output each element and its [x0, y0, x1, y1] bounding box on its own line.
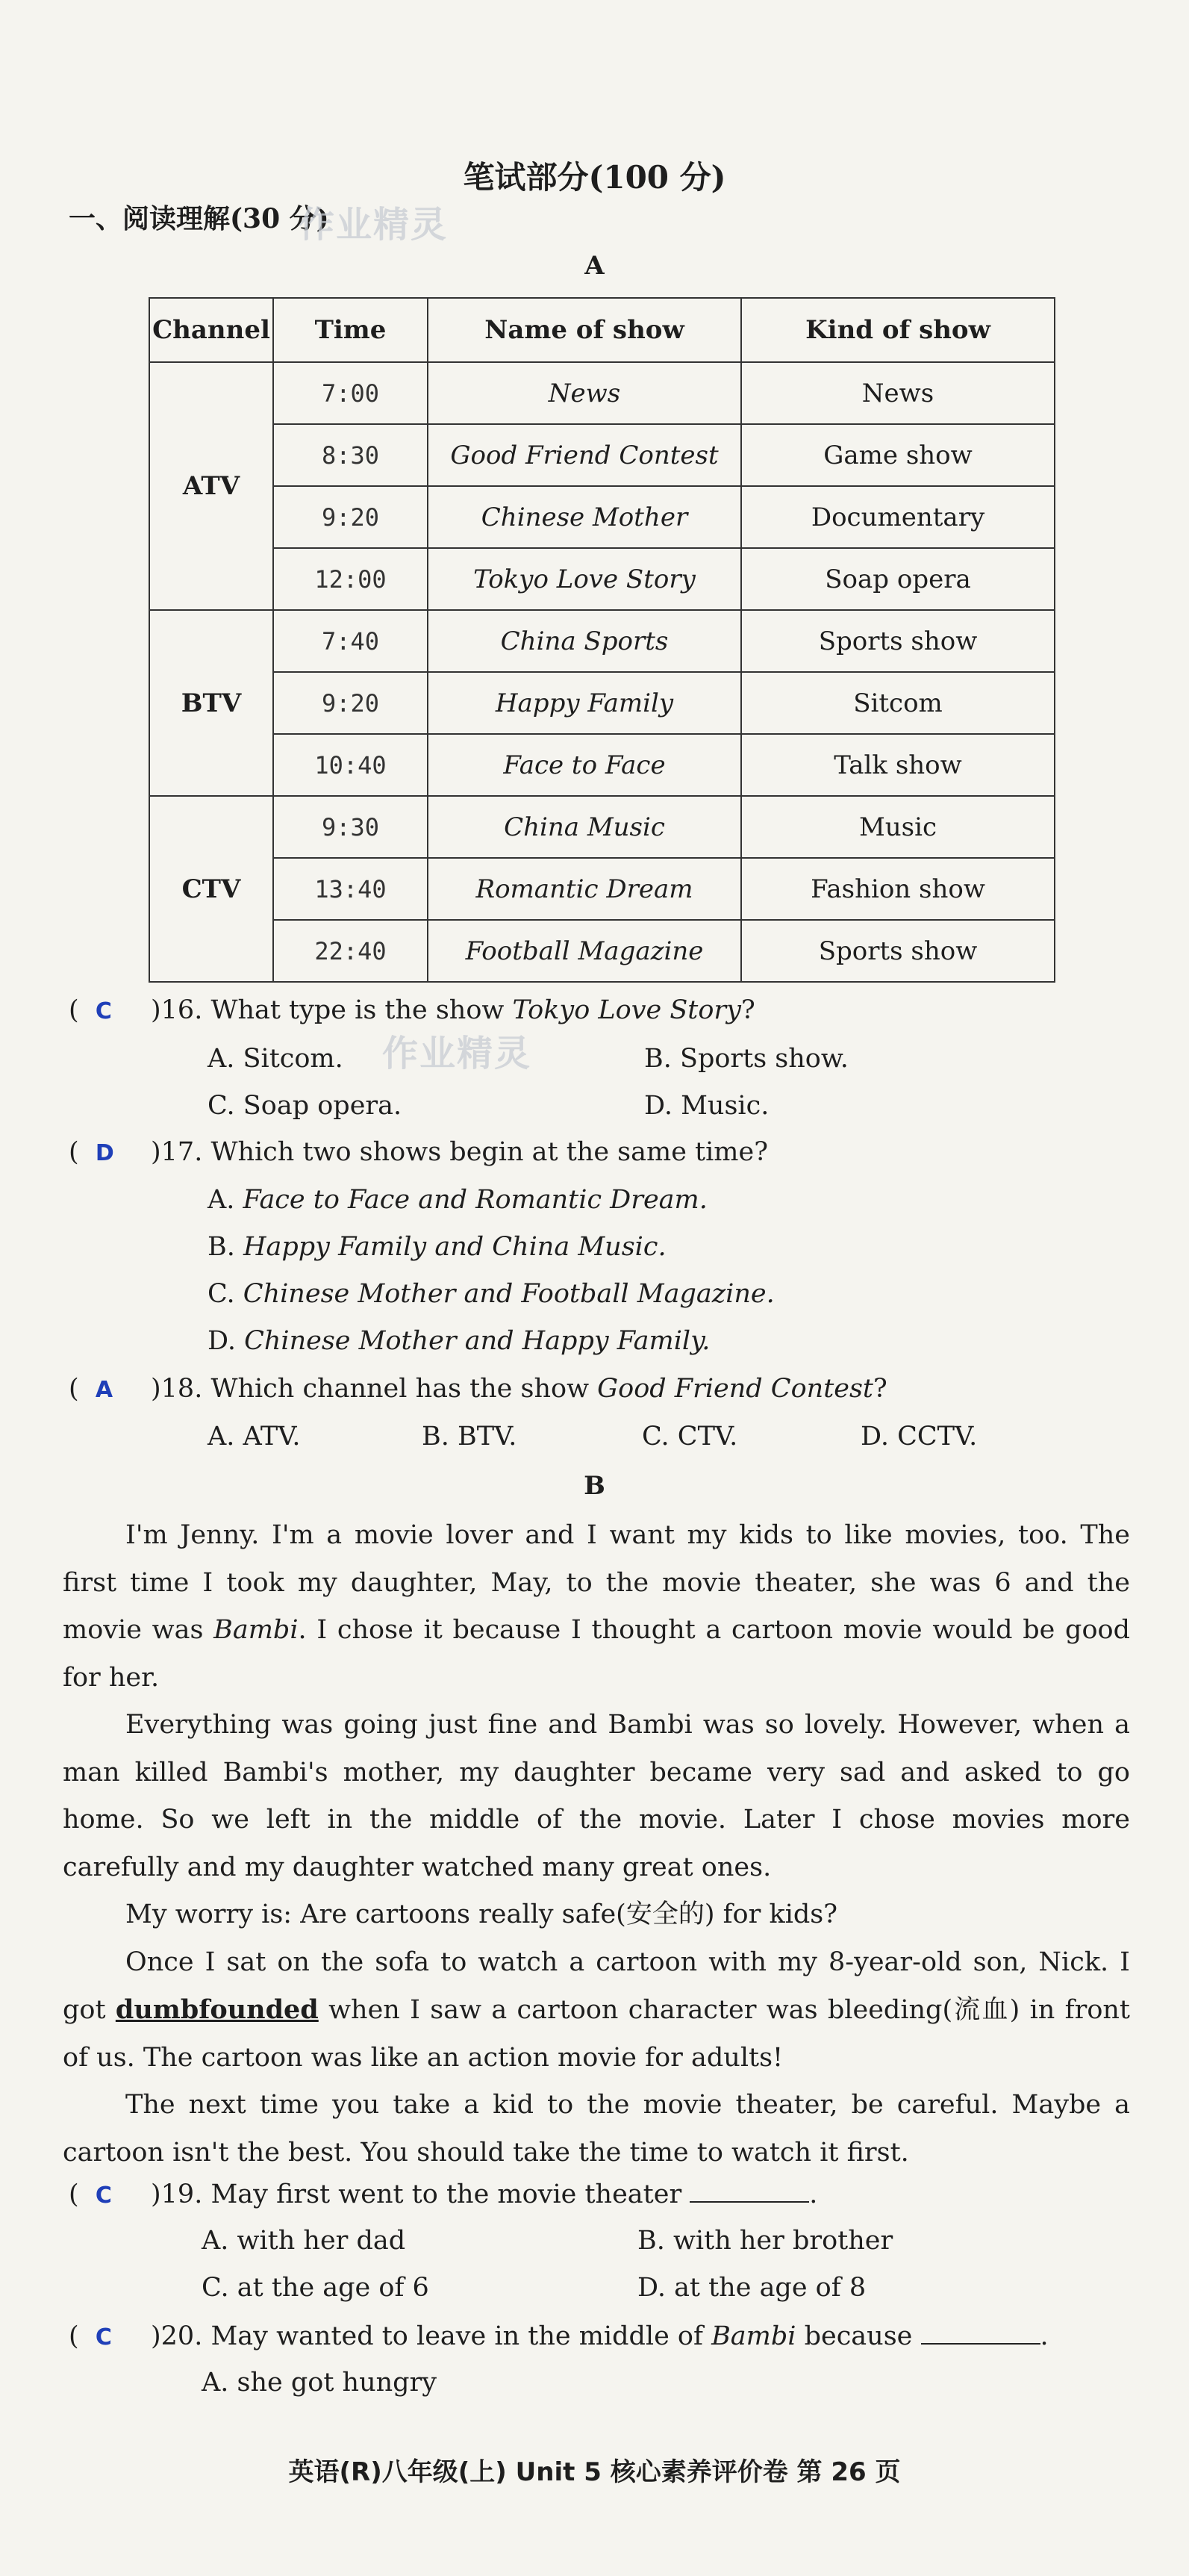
- show-name-cell: China Sports: [428, 610, 741, 672]
- time-cell: 8:30: [273, 424, 428, 486]
- show-kind-cell: Sitcom: [741, 672, 1055, 734]
- show-kind-cell: News: [741, 362, 1055, 424]
- option-20-a: A. she got hungry: [202, 2368, 437, 2398]
- show-name-cell: News: [428, 362, 741, 424]
- section-heading: 一、阅读理解(30 分): [69, 203, 329, 234]
- show-kind-cell: Talk show: [741, 734, 1055, 796]
- page-title: 笔试部分(100 分): [463, 159, 726, 196]
- option-17-a: A. Face to Face and Romantic Dream.: [207, 1185, 708, 1215]
- option-19-c: C. at the age of 6: [202, 2273, 429, 2303]
- table-row: [149, 424, 1055, 486]
- header-channel: Channel: [149, 298, 273, 362]
- time-cell: 7:00: [273, 362, 428, 424]
- header-time: Time: [273, 298, 428, 362]
- table-row: [149, 920, 1055, 982]
- show-kind-cell: Documentary: [741, 486, 1055, 548]
- question-16: ( C )16. What type is the show Tokyo Love Story?: [69, 995, 755, 1025]
- option-16-c: C. Soap opera.: [207, 1091, 402, 1121]
- show-kind-cell: Sports show: [741, 610, 1055, 672]
- table-row: [149, 362, 1055, 424]
- answer-20: C: [95, 2324, 112, 2351]
- option-18-a: A. ATV.: [207, 1422, 301, 1452]
- show-name-cell: Football Magazine: [428, 920, 741, 982]
- show-name-cell: Face to Face: [428, 734, 741, 796]
- show-kind-cell: Fashion show: [741, 858, 1055, 920]
- option-19-a: A. with her dad: [202, 2226, 406, 2256]
- table-header-row: [149, 298, 1055, 362]
- table-row: [149, 610, 1055, 672]
- answer-18: A: [95, 1377, 113, 1403]
- option-16-d: D. Music.: [644, 1091, 770, 1121]
- answer-19: C: [95, 2183, 112, 2209]
- page-footer: 英语(R)八年级(上) Unit 5 核心素养评价卷 第 26 页: [288, 2457, 901, 2487]
- show-kind-cell: Music: [741, 796, 1055, 858]
- table-row: [149, 672, 1055, 734]
- time-cell: 10:40: [273, 734, 428, 796]
- part-b-heading: B: [584, 1471, 605, 1501]
- paragraph: I'm Jenny. I'm a movie lover and I want my kids to like movies, too. The first time I took my daughter, May, to the movie theater, she was 6 and the movie was Bambi. I chose it because I thought a cartoon movie would be good for her.: [63, 1520, 1130, 1693]
- table-row: [149, 796, 1055, 858]
- show-kind-cell: Soap opera: [741, 548, 1055, 610]
- show-kind-cell: Game show: [741, 424, 1055, 486]
- time-cell: 9:30: [273, 796, 428, 858]
- option-19-b: B. with her brother: [637, 2226, 893, 2256]
- time-cell: 22:40: [273, 920, 428, 982]
- option-17-d: D. Chinese Mother and Happy Family.: [207, 1326, 711, 1356]
- channel-cell: CTV: [149, 796, 273, 982]
- show-name-cell: Happy Family: [428, 672, 741, 734]
- show-kind-cell: Sports show: [741, 920, 1055, 982]
- show-name-cell: Good Friend Contest: [428, 424, 741, 486]
- question-19: ( C )19. May first went to the movie theater .: [69, 2180, 818, 2209]
- answer-blank: [921, 2321, 1040, 2345]
- option-18-d: D. CCTV.: [861, 1422, 978, 1452]
- question-17: ( D )17. Which two shows begin at the same time?: [69, 1137, 768, 1167]
- time-cell: 9:20: [273, 486, 428, 548]
- option-18-c: C. CTV.: [642, 1422, 738, 1452]
- show-name-cell: Chinese Mother: [428, 486, 741, 548]
- answer-blank: [690, 2179, 809, 2203]
- option-18-b: B. BTV.: [422, 1422, 517, 1452]
- answer-17: D: [95, 1140, 114, 1166]
- channel-cell: ATV: [149, 362, 273, 610]
- option-16-a: A. Sitcom.: [207, 1044, 343, 1074]
- part-a-heading: A: [584, 251, 605, 281]
- tv-schedule-table: [149, 297, 1055, 983]
- header-name: Name of show: [428, 298, 741, 362]
- table-row: [149, 734, 1055, 796]
- watermark: 作业精灵: [382, 1033, 532, 1074]
- table-row: [149, 858, 1055, 920]
- show-name-cell: China Music: [428, 796, 741, 858]
- paragraph: Once I sat on the sofa to watch a cartoon with my 8-year-old son, Nick. I got dumbfounded when I saw a cartoon character was bleeding(流血) in front of us. The cartoon was like an action movie for adults!: [63, 1947, 1130, 2073]
- time-cell: 12:00: [273, 548, 428, 610]
- reading-passage: [63, 1512, 1130, 2177]
- option-17-b: B. Happy Family and China Music.: [207, 1232, 667, 1262]
- show-name-cell: Romantic Dream: [428, 858, 741, 920]
- paragraph: Everything was going just fine and Bambi was so lovely. However, when a man killed Bambi's mother, my daughter became very sad and asked to go home. So we left in the middle of the movie. Later I chose movies more carefully and my daughter watched many great ones.: [63, 1710, 1130, 1882]
- header-kind: Kind of show: [741, 298, 1055, 362]
- option-16-b: B. Sports show.: [644, 1044, 849, 1074]
- watermark: 作业精灵: [299, 204, 449, 246]
- time-cell: 7:40: [273, 610, 428, 672]
- channel-cell: BTV: [149, 610, 273, 796]
- question-18: ( A )18. Which channel has the show Good Friend Contest?: [69, 1374, 887, 1404]
- paragraph: My worry is: Are cartoons really safe(安全的) for kids?: [125, 1900, 838, 1929]
- time-cell: 9:20: [273, 672, 428, 734]
- show-name-cell: Tokyo Love Story: [428, 548, 741, 610]
- underlined-word: dumbfounded: [115, 1994, 319, 2025]
- time-cell: 13:40: [273, 858, 428, 920]
- question-20: ( C )20. May wanted to leave in the middle of Bambi because .: [69, 2321, 1049, 2351]
- table-row: [149, 486, 1055, 548]
- paragraph: The next time you take a kid to the movie theater, be careful. Maybe a cartoon isn't the best. You should take the time to watch it first.: [63, 2090, 1130, 2168]
- option-19-d: D. at the age of 8: [637, 2273, 867, 2303]
- option-17-c: C. Chinese Mother and Football Magazine.: [207, 1279, 775, 1309]
- answer-16: C: [95, 998, 112, 1024]
- table-row: [149, 548, 1055, 610]
